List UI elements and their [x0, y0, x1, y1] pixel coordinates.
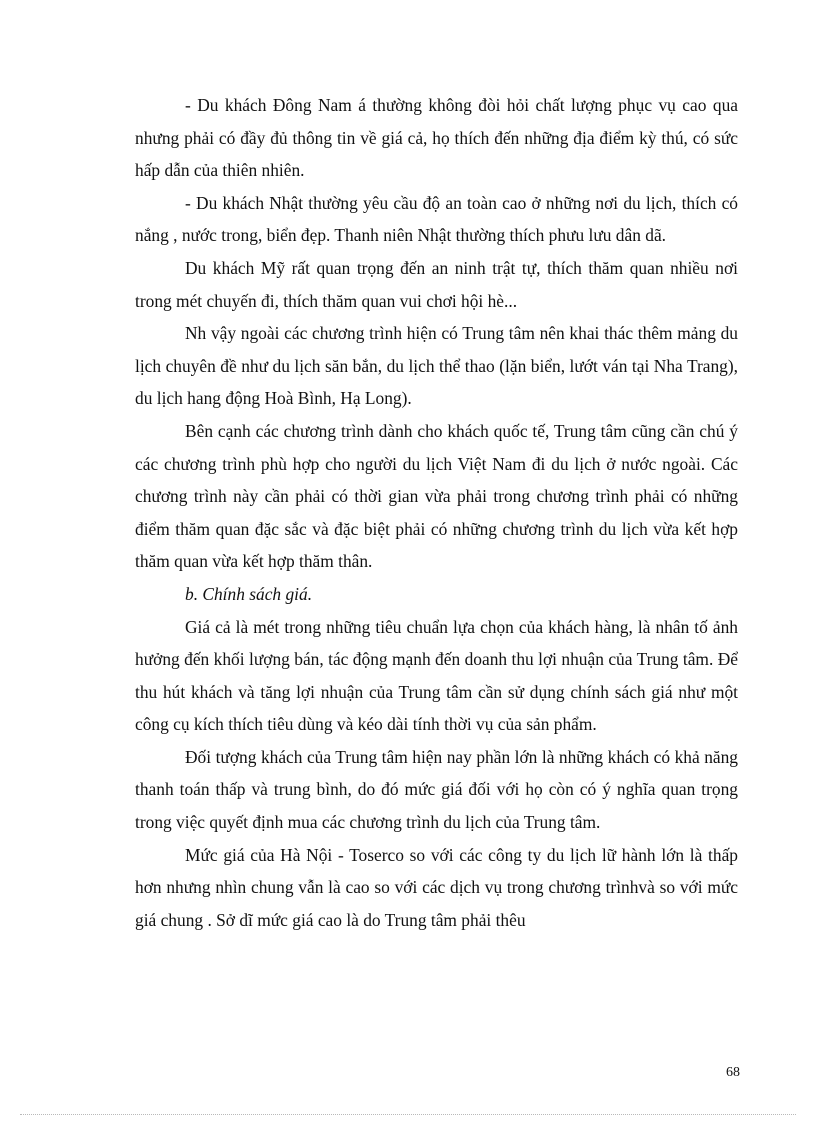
- paragraph-american-visitors: Du khách Mỹ rất quan trọng đến an ninh trật tự, thích thăm quan nhiều nơi trong mét chuyến đi, thích thăm quan vui chơi hội hè...: [135, 257, 738, 311]
- document-body: [135, 89, 738, 936]
- section-heading-pricing-policy: b. Chính sách giá.: [185, 583, 313, 604]
- paragraph-outbound-tours: Bên cạnh các chương trình dành cho khách quốc tế, Trung tâm cũng cần chú ý các chương trình phù hợp cho người du lịch Việt Nam đi du lịch ở nước ngoài. Các chương trình này cần phải có thời gian vừa phải trong chương trình phải có những điểm thăm quan đặc sắc và đặc biệt phải có những chương trình du lịch vừa kết hợp thăm quan vừa kết hợp thăm thân.: [135, 420, 738, 572]
- paragraph-customer-segments: Đối tượng khách của Trung tâm hiện nay phần lớn là những khách có khả năng thanh toán thấp và trung bình, do đó mức giá đối với họ còn có ý nghĩa quan trọng trong việc quyết định mua các chương trình du lịch của Trung tâm.: [135, 746, 738, 833]
- paragraph-japanese-visitors: - Du khách Nhật thường yêu cầu độ an toàn cao ở những nơi du lịch, thích có nắng , nước trong, biển đẹp. Thanh niên Nhật thường thích phưu lưu dân dã.: [135, 192, 738, 246]
- paragraph-price-importance: Giá cả là mét trong những tiêu chuẩn lựa chọn của khách hàng, là nhân tố ảnh hưởng đến khối lượng bán, tác động mạnh đến doanh thu lợi nhuận của Trung tâm. Để thu hút khách và tăng lợi nhuận của Trung tâm cần sử dụng chính sách giá như một công cụ kích thích tiêu dùng và kéo dài tính thời vụ của sản phẩm.: [135, 616, 738, 735]
- page-number: 68: [726, 1065, 740, 1080]
- paragraph-southeast-asian-visitors: - Du khách Đông Nam á thường không đòi hỏi chất lượng phục vụ cao qua nhưng phải có đầy đủ thông tin về giá cả, họ thích đến những địa điểm kỳ thú, có sức hấp dẫn của thiên nhiên.: [135, 95, 738, 181]
- paragraph-specialized-tours: Nh vậy ngoài các chương trình hiện có Trung tâm nên khai thác thêm mảng du lịch chuyên đề như du lịch săn bắn, du lịch thể thao (lặn biển, lướt ván tại Nha Trang), du lịch hang động Hoà Bình, Hạ Long).: [135, 323, 738, 409]
- paragraph-price-comparison: Mức giá của Hà Nội - Toserco so với các công ty du lịch lữ hành lớn là thấp hơn nhưng nhìn chung vẫn là cao so với các dịch vụ trong chương trìnhvà so với mức giá chung . Sở dĩ mức giá cao là do Trung tâm phải thêu: [135, 844, 738, 930]
- bottom-dotted-divider: [20, 1114, 796, 1115]
